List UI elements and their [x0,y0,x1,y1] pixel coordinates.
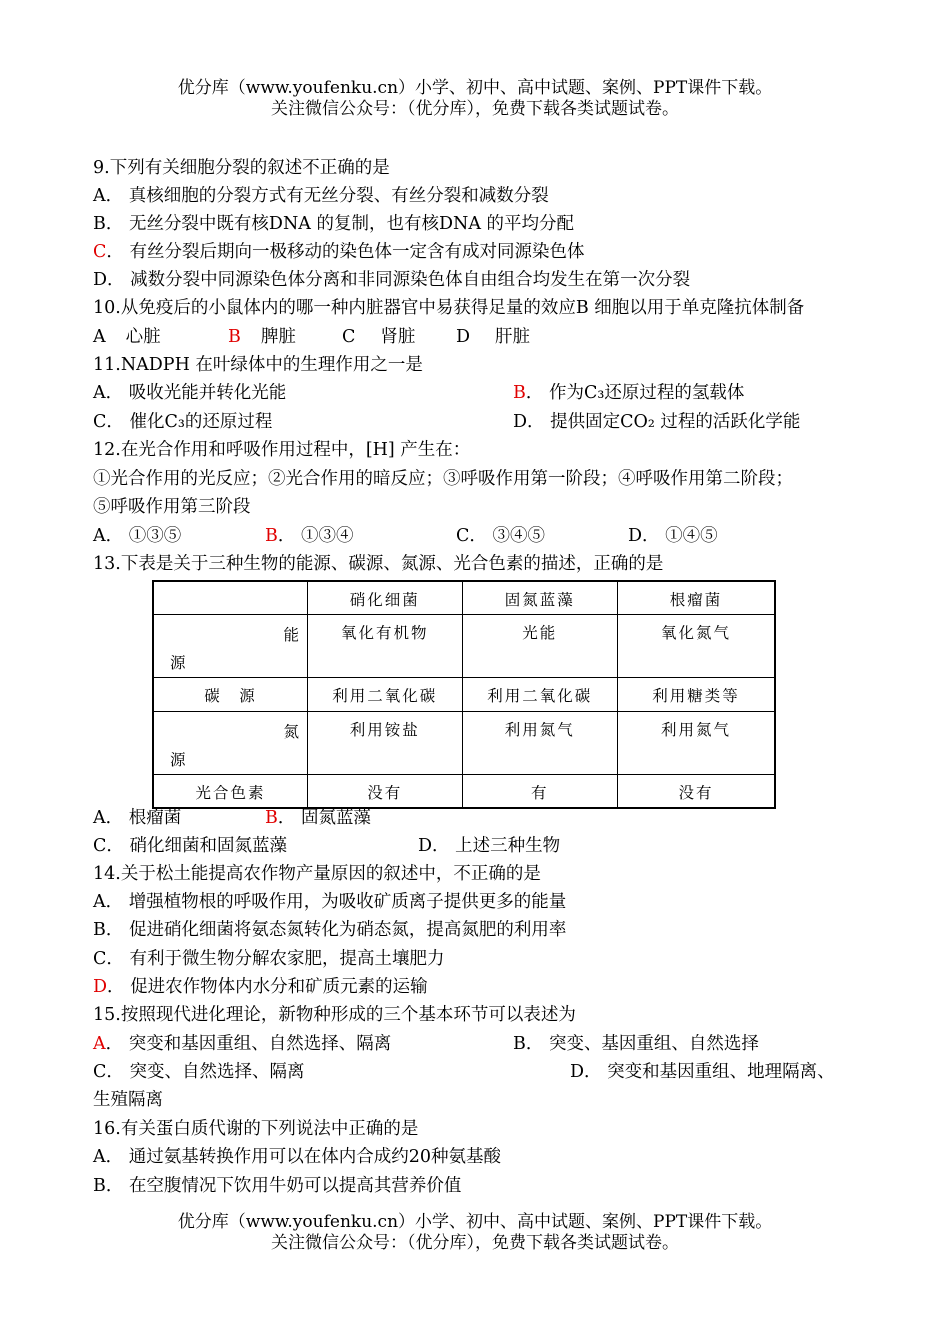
table-header-cell: 根瘤菌 [618,581,776,614]
table-cell: 利用二氧化碳 [462,677,617,711]
table-row-energy [153,614,775,677]
q10-stem: 10.从免疫后的小鼠体内的哪一种内脏器官中易获得足量的效应B 细胞以用于单克隆抗体制备 [93,298,805,318]
option-key: C [93,949,107,969]
row-label [153,711,308,774]
option-key: A [93,1147,106,1167]
option-text: ． 突变和基因重组、地理隔离、 [584,1062,835,1082]
q11-option-d [513,410,800,434]
option-key: B [513,1034,526,1054]
q13-option-d [418,834,560,858]
q12-option-c [456,524,545,548]
table-cell: 利用二氧化碳 [308,677,462,711]
table-row-nitrogen [153,711,775,774]
q16-option-b [93,1174,461,1198]
option-key: A [93,892,106,912]
q14-option-d [93,975,428,999]
option-key: C [93,412,107,432]
answer-key: D [93,977,108,997]
q11-option-c [93,410,272,434]
option-text: ． 通过氨基转换作用可以在体内合成约20种氨基酸 [105,1147,501,1167]
option-text: ． 催化C₃的还原过程 [106,412,273,432]
q14-option-c [93,947,444,971]
q9-option-c [93,240,584,264]
row-label-part: 能 [283,625,302,644]
option-key: D [93,270,108,290]
q15-option-d [570,1060,835,1084]
option-key: C [456,526,470,546]
page-footer-line-1: 优分库（www.youfenku.cn）小学、初中、高中试题、案例、PPT课件下载。 [177,1212,773,1232]
q15-option-d-continued: 生殖隔离 [93,1090,163,1110]
table-header-cell: 固氮蓝藻 [462,581,617,614]
option-key: A [93,186,106,206]
q12-option-a [93,524,181,548]
option-text: ． 增强植物根的呼吸作用，为吸收矿质离子提供更多的能量 [105,892,567,912]
q12-statements-line-1: ①光合作用的光反应；②光合作用的暗反应；③呼吸作用第一阶段；④呼吸作用第二阶段； [93,469,793,489]
option-key: B [93,1176,106,1196]
option-text: ． 真核细胞的分裂方式有无丝分裂、有丝分裂和减数分裂 [105,186,549,206]
q11-option-b [513,381,744,405]
q10-option-a [93,325,161,349]
option-key: A [93,327,106,347]
table-cell: 氧化氮气 [618,614,776,677]
q13-option-b [265,806,371,830]
option-text: ． 作为C₃还原过程的氢载体 [525,383,745,403]
q15-option-a [93,1032,391,1056]
option-text: ． 无丝分裂中既有核DNA 的复制，也有核DNA 的平均分配 [105,214,575,234]
q11-stem: 11.NADPH 在叶绿体中的生理作用之一是 [93,355,423,375]
option-text: ． 在空腹情况下饮用牛奶可以提高其营养价值 [105,1176,462,1196]
q11-option-a [93,381,286,405]
answer-key: A [93,1034,106,1054]
q14-option-a [93,890,566,914]
page-header-line-2: 关注微信公众号：（优分库），免费下载各类试题试卷。 [271,99,679,119]
page-footer-line-2: 关注微信公众号：（优分库），免费下载各类试题试卷。 [271,1233,679,1253]
q9-option-d [93,268,690,292]
option-text: 肾脏 [380,327,416,347]
table-header-row [153,581,775,614]
row-label-part: 氮 [283,722,302,741]
option-text: ． 有利于微生物分解农家肥，提高土壤肥力 [106,949,445,969]
q13-table [152,580,776,809]
option-key: D [456,327,471,347]
table-row-pigment [153,774,775,808]
option-text: ． 突变和基因重组、自然选择、隔离 [105,1034,392,1054]
option-text: ． 减数分裂中同源染色体分离和非同源染色体自由组合均发生在第一次分裂 [107,270,691,290]
q9-stem: 9.下列有关细胞分裂的叙述不正确的是 [93,158,390,178]
q10-option-c [342,325,415,349]
option-text: ． 硝化细菌和固氮蓝藻 [106,836,287,856]
table-cell: 没有 [618,774,776,808]
row-label: 光合色素 [153,774,308,808]
q16-stem: 16.有关蛋白质代谢的下列说法中正确的是 [93,1119,419,1139]
table-cell: 氧化有机物 [308,614,462,677]
q15-option-c [93,1060,304,1084]
q15-stem: 15.按照现代进化理论，新物种形成的三个基本环节可以表述为 [93,1005,576,1025]
table-cell: 利用氮气 [462,711,617,774]
option-text: ． 上述三种生物 [432,836,561,856]
option-text: 脾脏 [260,327,296,347]
option-key: A [93,808,106,828]
table-cell: 光能 [462,614,617,677]
q12-option-b [265,524,353,548]
q13-option-a [93,806,181,830]
option-text: ． 有丝分裂后期向一极移动的染色体一定含有成对同源染色体 [106,242,585,262]
q9-option-b [93,212,574,236]
option-key: C [93,1062,107,1082]
option-key: D [513,412,528,432]
option-key: A [93,383,106,403]
option-text: ． 固氮蓝藻 [277,808,371,828]
q12-statements-line-2: ⑤呼吸作用第三阶段 [93,497,251,517]
q13-option-c [93,834,287,858]
option-text: ． 根瘤菌 [105,808,182,828]
option-key: C [93,836,107,856]
table-cell: 没有 [308,774,462,808]
option-key: C [342,327,356,347]
answer-key: B [265,526,278,546]
table-corner-cell [153,581,308,614]
q14-stem: 14.关于松土能提高农作物产量原因的叙述中，不正确的是 [93,864,541,884]
option-key: D [570,1062,585,1082]
q10-option-b [228,325,296,349]
table-cell: 利用铵盐 [308,711,462,774]
q14-option-b [93,918,566,942]
option-text: ． 提供固定CO₂ 过程的活跃化学能 [527,412,801,432]
option-text: ． ①③⑤ [105,526,182,546]
q12-option-d [628,524,718,548]
option-key: A [93,526,106,546]
q12-stem: 12.在光合作用和呼吸作用过程中，[H] 产生在： [93,440,471,460]
option-text: ． 促进农作物体内水分和矿质元素的运输 [107,977,428,997]
page-header-line-1: 优分库（www.youfenku.cn）小学、初中、高中试题、案例、PPT课件下载。 [177,78,773,98]
option-text: 肝脏 [495,327,531,347]
option-key: D [628,526,643,546]
table-cell: 利用糖类等 [618,677,776,711]
option-text: ． ①③④ [277,526,354,546]
option-text: ． 突变、自然选择、隔离 [106,1062,305,1082]
option-key: D [418,836,433,856]
row-label: 碳 源 [153,677,308,711]
option-text: ． ③④⑤ [469,526,545,546]
row-label-part: 源 [170,653,188,672]
table-cell: 利用氮气 [618,711,776,774]
table-row-carbon [153,677,775,711]
q10-option-d [456,325,530,349]
q15-option-b [513,1032,759,1056]
option-key: B [93,920,106,940]
row-label [153,614,308,677]
answer-key: B [228,327,241,347]
option-text: ． 吸收光能并转化光能 [105,383,287,403]
option-text: ． 突变、基因重组、自然选择 [525,1034,759,1054]
option-key: B [93,214,106,234]
answer-key: B [265,808,278,828]
option-text: ． 促进硝化细菌将氨态氮转化为硝态氮，提高氮肥的利用率 [105,920,567,940]
q16-option-a [93,1145,501,1169]
q13-stem: 13.下表是关于三种生物的能源、碳源、氮源、光合色素的描述，正确的是 [93,554,664,574]
q9-option-a [93,184,549,208]
option-text: 心脏 [125,327,161,347]
table-header-cell: 硝化细菌 [308,581,462,614]
option-text: ． ①④⑤ [642,526,718,546]
answer-key: C [93,242,107,262]
answer-key: B [513,383,526,403]
table-cell: 有 [462,774,617,808]
row-label-part: 源 [170,750,188,769]
